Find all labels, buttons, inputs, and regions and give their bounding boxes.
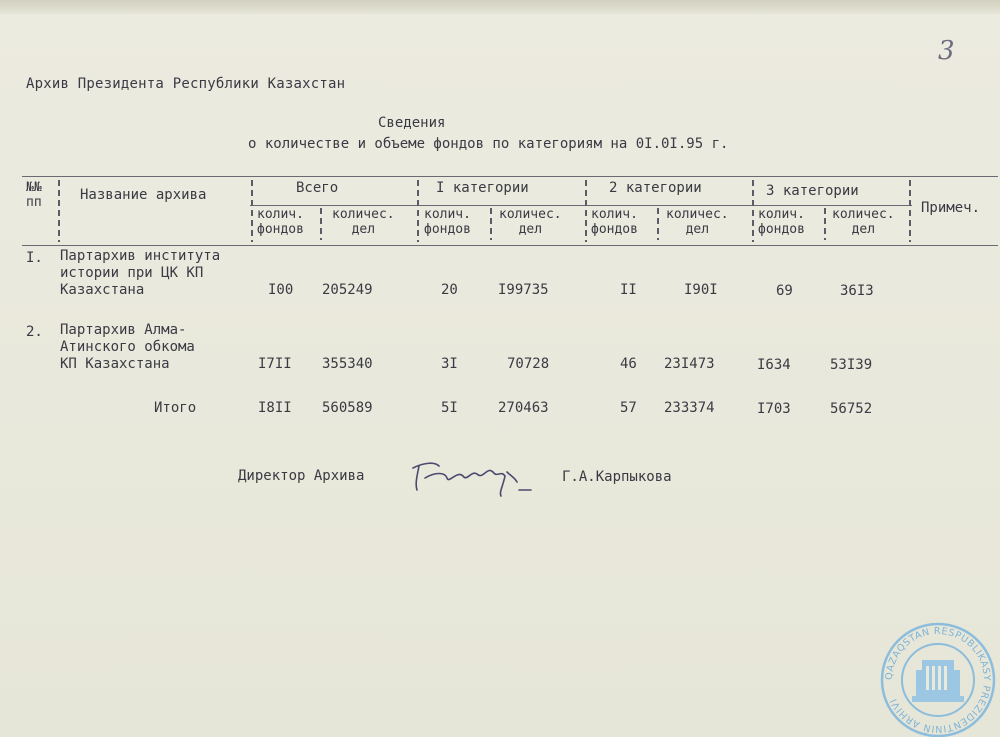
total-cat1-cases: 270463 (498, 400, 549, 416)
director-label: Директор Архива (238, 468, 365, 484)
header-name: Название архива (80, 187, 207, 203)
row1-name: Партархив института истории при ЦК КП Казахстана (60, 248, 221, 298)
row1-num: I. (26, 250, 43, 266)
header-cat3: 3 категории (766, 183, 859, 199)
table-top-rule (22, 176, 998, 177)
subcol-separator (657, 208, 659, 240)
subheader-cat2-cases: количес. дел (666, 207, 729, 237)
row1-cat1-cases: I99735 (498, 282, 549, 298)
col-separator (58, 180, 60, 242)
document-subtitle: о количестве и объеме фондов по категориям на 0I.0I.95 г. (248, 136, 729, 152)
signer-name: Г.А.Карпыкова (562, 469, 672, 485)
row2-num: 2. (26, 324, 43, 340)
header-cat2: 2 категории (609, 180, 702, 196)
subheader-cat3-cases: количес. дел (832, 207, 895, 237)
page-number: 3 (938, 36, 955, 66)
row2-total-funds: I7II (258, 356, 292, 372)
row2-cat3-cases: 53I39 (830, 357, 873, 373)
row1-cat3-funds: 69 (776, 283, 793, 299)
subheader-cat3-funds: колич. фондов (758, 207, 805, 237)
col-separator (251, 180, 253, 242)
table-subheader-rule (250, 205, 912, 206)
subheader-cat1-cases: количес. дел (499, 207, 562, 237)
total-cat2-funds: 57 (620, 400, 637, 416)
row1-total-cases: 205249 (322, 282, 373, 298)
archive-name: Архив Президента Республики Казахстан (26, 76, 346, 92)
subcol-separator (824, 208, 826, 240)
col-separator (752, 180, 754, 242)
row2-cat3-funds: I634 (757, 357, 791, 373)
row2-cat1-funds: 3I (441, 356, 458, 372)
col-separator (417, 180, 419, 242)
row1-cat2-cases: I90I (684, 282, 718, 298)
row2-total-cases: 355340 (322, 356, 373, 372)
row1-cat3-cases: 36I3 (840, 283, 874, 299)
header-cat1: I категории (436, 180, 529, 196)
signature-image (405, 456, 540, 500)
subheader-total-funds: колич. фондов (257, 207, 304, 237)
total-label: Итого (154, 400, 197, 416)
row2-name: Партархив Алма- Атинского обкома КП Казахстана (60, 322, 195, 372)
subcol-separator (490, 208, 492, 240)
total-total-cases: 560589 (322, 400, 373, 416)
col-separator (585, 180, 587, 242)
table-header-bottom-rule (22, 245, 998, 246)
row2-cat2-funds: 46 (620, 356, 637, 372)
total-total-funds: I8II (258, 400, 292, 416)
row1-cat1-funds: 20 (441, 282, 458, 298)
row1-total-funds: I00 (268, 282, 294, 298)
col-separator (909, 180, 911, 242)
subheader-total-cases: количес. дел (332, 207, 395, 237)
page-edge (0, 0, 1000, 14)
header-notes: Примеч. (921, 200, 981, 216)
header-num: №№ пп (26, 180, 42, 210)
total-cat3-cases: 56752 (830, 401, 873, 417)
row2-cat1-cases: 70728 (507, 356, 550, 372)
subheader-cat2-funds: колич. фондов (591, 207, 638, 237)
total-cat2-cases: 233374 (664, 400, 715, 416)
subcol-separator (320, 208, 322, 240)
row2-cat2-cases: 23I473 (664, 356, 715, 372)
svg-text:QAZAQSTAN RESPUBLIKASY PREZIDE: QAZAQSTAN RESPUBLIKASY PREZIDENTINIŃ ARHIVI (883, 625, 993, 735)
document-title: Сведения (378, 115, 446, 131)
row1-cat2-funds: II (620, 282, 637, 298)
header-total: Всего (296, 180, 339, 196)
total-cat3-funds: I703 (757, 401, 791, 417)
total-cat1-funds: 5I (441, 400, 458, 416)
subheader-cat1-funds: колич. фондов (424, 207, 471, 237)
archive-stamp (878, 620, 998, 737)
